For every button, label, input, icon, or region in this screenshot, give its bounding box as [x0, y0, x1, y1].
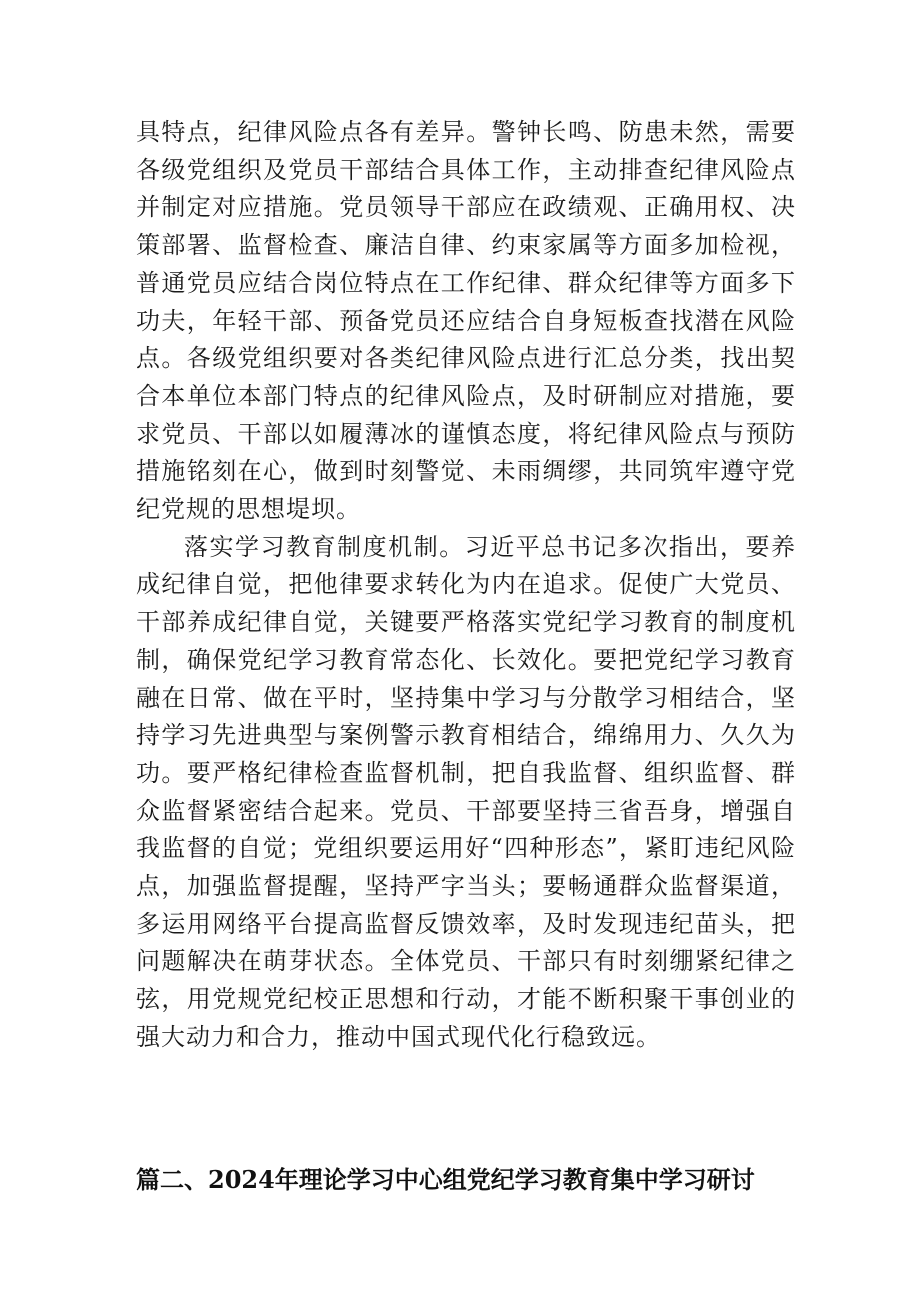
section-heading: 篇二、2024年理论学习中心组党纪学习教育集中学习研讨	[136, 1165, 755, 1194]
document-body	[136, 114, 796, 1057]
paragraph-study-education-mechanism: 落实学习教育制度机制。习近平总书记多次指出，要养成纪律自觉，把他律要求转化为内在追求。促使广大党员、干部养成纪律自觉，关键要严格落实党纪学习教育的制度机制，确保党纪学习教育常态化、长效化。要把党纪学习教育融在日常、做在平时，坚持集中学习与分散学习相结合，坚持学习先进典型与案例警示教育相结合，绵绵用力、久久为功。要严格纪律检查监督机制，把自我监督、组织监督、群众监督紧密结合起来。党员、干部要坚持三省吾身，增强自我监督的自觉；党组织要运用好“四种形态”，紧盯违纪风险点，加强监督提醒，坚持严字当头；要畅通群众监督渠道，多运用网络平台提高监督反馈效率，及时发现违纪苗头，把问题解决在萌芽状态。全体党员、干部只有时刻绷紧纪律之弦，用党规党纪校正思想和行动，才能不断积聚干事创业的强大动力和合力，推动中国式现代化行稳致远。	[136, 532, 796, 1051]
paragraph-discipline-risk-points: 具特点，纪律风险点各有差异。警钟长鸣、防患未然，需要各级党组织及党员干部结合具体工作，主动排查纪律风险点并制定对应措施。党员领导干部应在政绩观、正确用权、决策部署、监督检查、廉洁自律、约束家属等方面多加检视，普通党员应结合岗位特点在工作纪律、群众纪律等方面多下功夫，年轻干部、预备党员还应结合自身短板查找潜在风险点。各级党组织要对各类纪律风险点进行汇总分类，找出契合本单位本部门特点的纪律风险点，及时研制应对措施，要求党员、干部以如履薄冰的谨慎态度，将纪律风险点与预防措施铭刻在心，做到时刻警觉、未雨绸缪，共同筑牢遵守党纪党规的思想堤坝。	[136, 118, 796, 524]
